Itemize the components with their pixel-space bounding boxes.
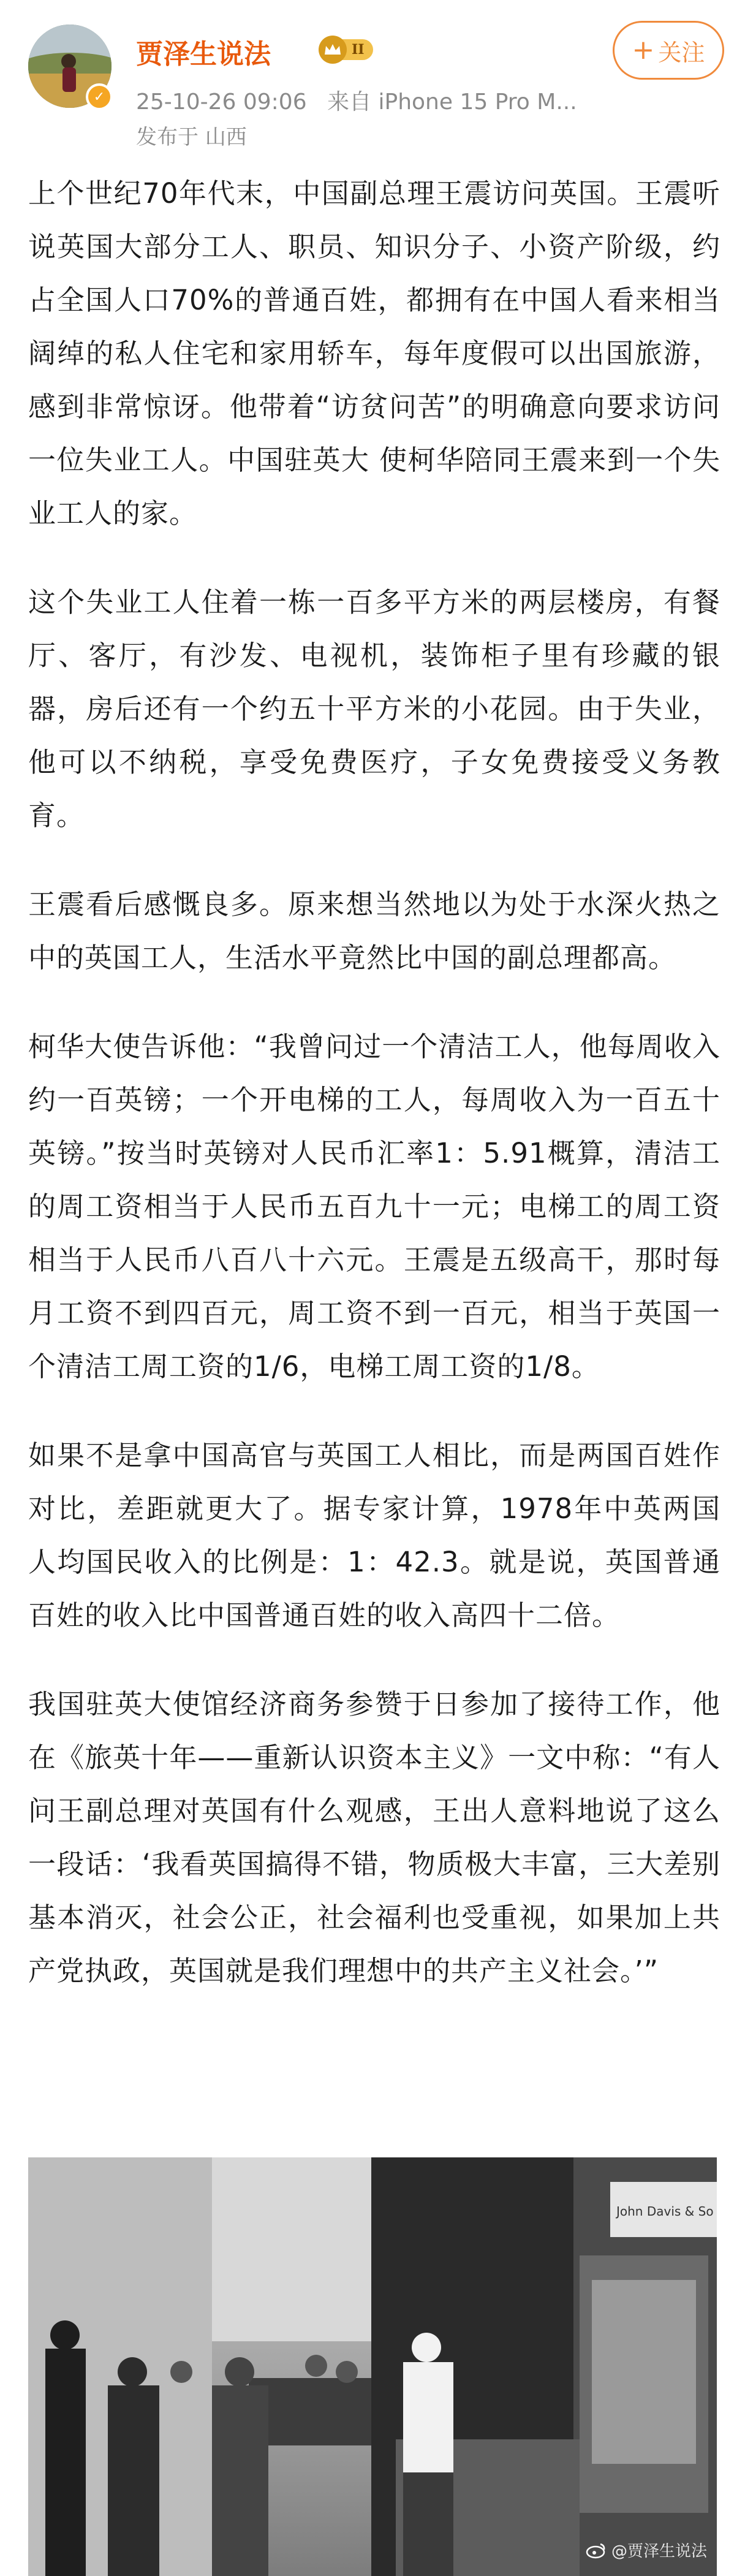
- plus-icon: +: [632, 34, 655, 66]
- post-header: [0, 0, 745, 159]
- photo-sign-text: John Davis & So: [616, 2204, 714, 2219]
- post-location: 发布于 山西: [136, 125, 247, 150]
- post-body: [28, 167, 720, 2033]
- paragraph-6: 我国驻英大使馆经济商务参赞于日参加了接待工作，他在《旅英十年——重新认识资本主义》一文中称：“有人问王副总理对英国有什么观感，王出人意料地说了这么一段话：‘我看英国搞得不错，物质极大丰富，三大差别基本消灭，社会公正，社会福利也受重视，如果加上共产党执政，英国就是我们理想中的共产主义社会。’”: [28, 1688, 720, 1987]
- post-photo[interactable]: [28, 2157, 717, 2576]
- paragraph-4: 柯华大使告诉他：“我曾问过一个清洁工人，他每周收入约一百英镑；一个开电梯的工人，每周收入为一百五十英镑。”按当时英镑对人民币汇率1：5.91概算，清洁工的周工资相当于人民币五百九十一元；电梯工的周工资相当于人民币八百八十六元。王震是五级高干，那时每月工资不到四百元，周工资不到一百元，相当于英国一个清洁工周工资的1/6，电梯工周工资的1/8。: [28, 1030, 720, 1383]
- follow-label: 关注: [658, 39, 705, 66]
- crown-icon: [319, 36, 347, 64]
- level-badge: [319, 36, 373, 64]
- watermark-text: @贾泽生说法: [611, 2542, 707, 2561]
- paragraph-2: 这个失业工人住着一栋一百多平方米的两层楼房，有餐厅、客厅，有沙发、电视机，装饰柜子里有珍藏的银器，房后还有一个约五十平方米的小花园。由于失业，他可以不纳税，享受免费医疗，子女免费接受义务教育。: [28, 586, 720, 832]
- paragraph-1: 上个世纪70年代末，中国副总理王震访问英国。王震听说英国大部分工人、职员、知识分子、小资产阶级，约占全国人口70%的普通百姓，都拥有在中国人看来相当阔绰的私人住宅和家用轿车，每年度假可以出国旅游，感到非常惊讶。他带着“访贫问苦”的明确意向要求访问一位失业工人。中国驻英大 使柯华陪同王震来到一个失业工人的家。: [28, 177, 720, 530]
- verified-badge-icon: ✓: [86, 83, 113, 110]
- timestamp: 25-10-26 09:06: [136, 89, 307, 115]
- weibo-watermark-icon: [586, 2542, 607, 2559]
- post-source: 来自 iPhone 15 Pro M...: [327, 89, 577, 115]
- post-meta: [136, 85, 591, 116]
- photo-watermark: [586, 2539, 707, 2561]
- follow-button[interactable]: [613, 21, 724, 80]
- level-text: II: [341, 39, 373, 60]
- username[interactable]: 贾泽生说法: [136, 39, 271, 70]
- paragraph-5: 如果不是拿中国高官与英国工人相比，而是两国百姓作对比，差距就更大了。据专家计算，1978年中英两国人均国民收入的比例是：1：42.3。就是说，英国普通百姓的收入比中国普通百姓的收入高四十二倍。: [28, 1439, 720, 1632]
- paragraph-3: 王震看后感慨良多。原来想当然地以为处于水深火热之中的英国工人，生活水平竟然比中国的副总理都高。: [28, 888, 720, 974]
